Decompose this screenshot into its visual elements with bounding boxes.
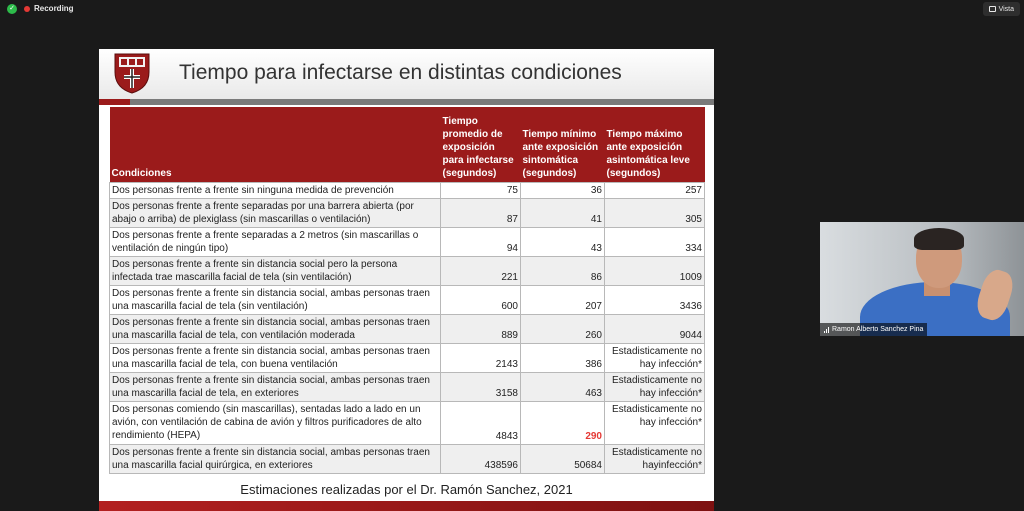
record-dot-icon xyxy=(24,6,30,12)
table-row xyxy=(110,372,705,401)
maximum-cell: Estadisticamente no hay infección* xyxy=(605,372,705,401)
table-row xyxy=(110,198,705,227)
maximum-cell: Estadisticamente no hay infección* xyxy=(605,401,705,444)
view-button[interactable] xyxy=(983,2,1020,16)
table-row xyxy=(110,314,705,343)
maximum-cell: 334 xyxy=(605,227,705,256)
condition-cell: Dos personas frente a frente sin ninguna medida de prevención xyxy=(110,182,441,198)
slide-bottom-strip xyxy=(99,501,714,511)
condition-cell: Dos personas frente a frente sin distancia social, ambas personas traen una mascarilla facial quirúrgica, en exteriores xyxy=(110,444,441,473)
view-button-label: Vista xyxy=(998,5,1014,13)
minimum-cell: 207 xyxy=(521,285,605,314)
average-cell: 3158 xyxy=(441,372,521,401)
maximum-cell: Estadisticamente no hay infección* xyxy=(605,343,705,372)
table-row xyxy=(110,227,705,256)
header-maximum-time: Tiempo máximo ante exposición asintomática leve (segundos) xyxy=(605,107,705,182)
meeting-top-bar xyxy=(0,0,1024,18)
average-cell: 889 xyxy=(441,314,521,343)
table-header-row xyxy=(110,107,705,182)
maximum-cell: 305 xyxy=(605,198,705,227)
table-row xyxy=(110,444,705,473)
condition-cell: Dos personas frente a frente sin distancia social, ambas personas traen una mascarilla facial de tela, en exteriores xyxy=(110,372,441,401)
minimum-cell: 463 xyxy=(521,372,605,401)
maximum-cell: 9044 xyxy=(605,314,705,343)
participant-name-tag xyxy=(820,323,927,336)
maximum-cell: 1009 xyxy=(605,256,705,285)
header-divider xyxy=(99,99,714,105)
signal-bars-icon xyxy=(824,327,829,333)
recording-indicator[interactable] xyxy=(24,4,74,13)
average-cell: 438596 xyxy=(441,444,521,473)
participant-video-tile[interactable] xyxy=(820,222,1024,336)
maximum-cell: 257 xyxy=(605,182,705,198)
table-row xyxy=(110,256,705,285)
table-row xyxy=(110,182,705,198)
recording-label: Recording xyxy=(34,4,74,13)
condition-cell: Dos personas comiendo (sin mascarillas), sentadas lado a lado en un avión, con ventilación de cabina de avión y filtros purificadores de alto rendimiento (HEPA) xyxy=(110,401,441,444)
header-minimum-time: Tiempo mínimo ante exposición sintomática (segundos) xyxy=(521,107,605,182)
average-cell: 75 xyxy=(441,182,521,198)
slide-header xyxy=(99,49,714,99)
average-cell: 221 xyxy=(441,256,521,285)
maximum-cell: 3436 xyxy=(605,285,705,314)
maximum-cell: Estadisticamente no hayinfección* xyxy=(605,444,705,473)
table-row xyxy=(110,343,705,372)
average-cell: 600 xyxy=(441,285,521,314)
infection-time-table xyxy=(109,107,704,474)
minimum-cell: 260 xyxy=(521,314,605,343)
condition-cell: Dos personas frente a frente separadas a 2 metros (sin mascarillas o ventilación de ningún tipo) xyxy=(110,227,441,256)
condition-cell: Dos personas frente a frente sin distancia social, ambas personas traen una mascarilla facial de tela, con ventilación moderada xyxy=(110,314,441,343)
average-cell: 4843 xyxy=(441,401,521,444)
slide-title: Tiempo para infectarse en distintas condiciones xyxy=(179,61,622,84)
grid-view-icon xyxy=(989,6,996,12)
participant-hair xyxy=(914,228,964,250)
minimum-cell: 36 xyxy=(521,182,605,198)
minimum-cell: 43 xyxy=(521,227,605,256)
average-cell: 94 xyxy=(441,227,521,256)
table-row xyxy=(110,285,705,314)
header-average-time: Tiempo promedio de exposición para infectarse (segundos) xyxy=(441,107,521,182)
slide-footnote: Estimaciones realizadas por el Dr. Ramón Sanchez, 2021 xyxy=(240,482,573,497)
condition-cell: Dos personas frente a frente separadas por una barrera abierta (por abajo o arriba) de plexiglass (sin mascarillas o ventilación) xyxy=(110,198,441,227)
condition-cell: Dos personas frente a frente sin distancia social, ambas personas traen una mascarilla facial de tela, con buena ventilación xyxy=(110,343,441,372)
condition-cell: Dos personas frente a frente sin distancia social pero la persona infectada trae mascarilla facial de tela (sin ventilación) xyxy=(110,256,441,285)
average-cell: 87 xyxy=(441,198,521,227)
minimum-cell-highlighted: 290 xyxy=(521,401,605,444)
average-cell: 2143 xyxy=(441,343,521,372)
condition-cell: Dos personas frente a frente sin distancia social, ambas personas traen una mascarilla facial de tela (sin ventilación) xyxy=(110,285,441,314)
table-row xyxy=(110,401,705,444)
presentation-slide xyxy=(99,49,714,511)
minimum-cell: 41 xyxy=(521,198,605,227)
minimum-cell: 386 xyxy=(521,343,605,372)
minimum-cell: 50684 xyxy=(521,444,605,473)
shield-check-icon[interactable]: ✓ xyxy=(7,4,17,14)
minimum-cell: 86 xyxy=(521,256,605,285)
header-conditions: Condiciones xyxy=(110,107,441,182)
participant-name: Ramon Alberto Sanchez Pina xyxy=(832,326,924,333)
harvard-crest-icon xyxy=(113,52,151,94)
